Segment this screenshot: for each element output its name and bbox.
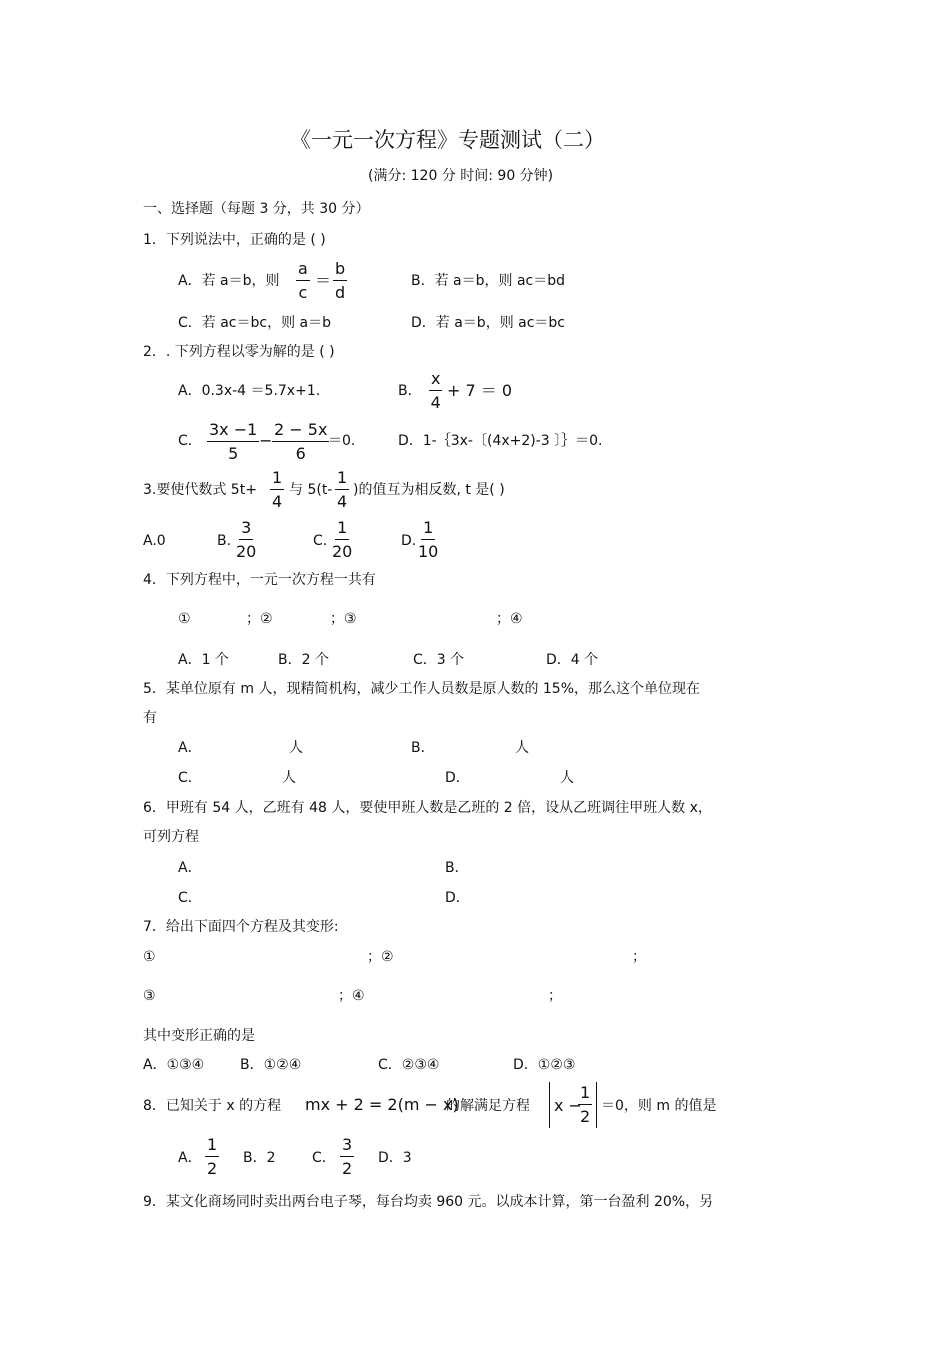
- q7-item-4-end: ；: [548, 988, 562, 1004]
- q2-c-den1: 5: [228, 444, 239, 463]
- q3-option-b-label: B.: [217, 533, 232, 549]
- q8-option-b: B．2: [243, 1150, 276, 1166]
- q1-option-d: D．若 a＝b，则 ac＝bc: [411, 315, 566, 331]
- q8-c-num: 3: [340, 1137, 354, 1157]
- q2-c-minus: −: [259, 431, 273, 450]
- q3-c-num: 1: [335, 520, 349, 540]
- q3-fraction-2: [335, 470, 349, 510]
- q8-abs-x: x −: [554, 1096, 582, 1115]
- q6-option-c: C．: [178, 890, 202, 906]
- q3-b-num: 3: [239, 520, 253, 540]
- q1-a-fraction-2: [333, 261, 347, 301]
- q8-c-den: 2: [342, 1159, 353, 1178]
- q2-b-num: x: [429, 371, 442, 391]
- q1-option-c: C．若 ac＝bc，则 a＝b: [178, 315, 332, 331]
- q1-option-a: A．若 a＝b，则: [178, 273, 280, 289]
- q2-b-fraction: [429, 371, 442, 411]
- q2-c-den2: 6: [295, 444, 306, 463]
- q2-option-d: D．1-｛3x-〔(4x+2)-3 〕｝＝0.: [398, 433, 603, 449]
- q5-stem-line2: 有: [143, 710, 157, 726]
- q8-a-num: 1: [205, 1137, 219, 1157]
- q2-c-num1: 3x −1: [207, 422, 259, 442]
- q4-option-a: A．1 个: [178, 652, 229, 668]
- q3-d-num: 1: [421, 520, 435, 540]
- q6-option-b: B．: [445, 860, 469, 876]
- section-heading: 一、选择题（每题 3 分，共 30 分）: [143, 201, 370, 217]
- q3-c-den: 20: [332, 542, 353, 561]
- q3-den1: 4: [272, 492, 283, 511]
- q6-stem-line2: 可列方程: [143, 829, 199, 845]
- q2-option-a: A．0.3x-4 ＝5.7x+1.: [178, 383, 321, 399]
- q6-option-a: A．: [178, 860, 202, 876]
- q8-abs-num: 1: [578, 1085, 592, 1105]
- q2-c-num2: 2 − 5x: [272, 422, 329, 442]
- q3-stem-start: 3.要使代数式 5t+: [143, 482, 257, 498]
- q2-c-fraction-2: [272, 422, 329, 462]
- q3-option-c-label: C.: [313, 533, 328, 549]
- q8-abs-fraction: [578, 1085, 592, 1125]
- q7-option-c: C．②③④: [378, 1057, 440, 1073]
- q5-option-b-unit: 人: [515, 740, 529, 756]
- q4-item-3: ；③: [330, 611, 357, 627]
- q4-stem: 4．下列方程中，一元一次方程一共有: [143, 572, 376, 588]
- q3-num1: 1: [270, 470, 284, 490]
- q7-item-2-end: ；: [632, 949, 646, 965]
- q7-item-4: ；④: [338, 988, 365, 1004]
- q3-option-d-label: D.: [401, 533, 417, 549]
- q8-stem-mid: 的解满足方程: [446, 1098, 530, 1114]
- q4-option-d: D．4 个: [546, 652, 599, 668]
- q3-d-den: 10: [418, 542, 439, 561]
- q4-option-b: B．2 个: [278, 652, 329, 668]
- q3-num2: 1: [335, 470, 349, 490]
- q2-b-rest: + 7 ＝ 0: [447, 381, 513, 400]
- q3-c-fraction: [332, 520, 352, 560]
- q8-c-fraction: [340, 1137, 354, 1177]
- q5-option-a: A．: [178, 740, 202, 756]
- q3-den2: 4: [337, 492, 348, 511]
- q8-option-c-label: C．: [312, 1150, 336, 1166]
- q7-stem: 7．给出下面四个方程及其变形:: [143, 919, 339, 935]
- q5-stem-line1: 5．某单位原有 m 人，现精简机构，减少工作人员数是原人数的 15%，那么这个单位现在: [143, 681, 701, 697]
- q3-b-fraction: [236, 520, 256, 560]
- q7-question: 其中变形正确的是: [143, 1028, 255, 1044]
- q5-option-d: D．: [445, 770, 470, 786]
- q8-stem-end: ＝0，则 m 的值是: [601, 1098, 717, 1114]
- q7-item-3: ③: [143, 988, 156, 1004]
- q8-option-d: D．3: [378, 1150, 412, 1166]
- q2-b-den: 4: [430, 393, 441, 412]
- q3-d-fraction: [418, 520, 438, 560]
- q2-c-fraction-1: [207, 422, 259, 462]
- q1-stem: 1．下列说法中，正确的是 ( ): [143, 232, 326, 248]
- q1-a-den1: c: [298, 283, 308, 302]
- q8-abs-den: 2: [580, 1107, 591, 1126]
- q5-option-c-unit: 人: [282, 770, 296, 786]
- q5-option-c: C．: [178, 770, 202, 786]
- q1-a-num1: a: [296, 261, 310, 281]
- q1-a-equals: ＝: [315, 271, 332, 290]
- q2-option-b-label: B．: [398, 383, 422, 399]
- q6-option-d: D．: [445, 890, 470, 906]
- q3-fraction-1: [270, 470, 284, 510]
- q1-a-num2: b: [333, 261, 347, 281]
- q8-stem-start: 8．已知关于 x 的方程: [143, 1098, 282, 1114]
- q9-stem-line1: 9．某文化商场同时卖出两台电子琴，每台均卖 960 元。以成本计算，第一台盈利 20%，另: [143, 1194, 714, 1210]
- q3-stem-mid: 与 5(t-: [289, 482, 333, 498]
- q3-option-a: A.0: [143, 533, 166, 549]
- q1-a-den2: d: [335, 283, 346, 302]
- q7-option-a: A．①③④: [143, 1057, 205, 1073]
- q7-option-d: D．①②③: [513, 1057, 576, 1073]
- q1-a-fraction-1: [296, 261, 310, 301]
- q5-option-b: B．: [411, 740, 435, 756]
- q7-item-2: ；②: [367, 949, 394, 965]
- q7-option-b: B．①②④: [240, 1057, 302, 1073]
- q8-a-fraction: [205, 1137, 219, 1177]
- q2-c-rest: ＝0.: [328, 433, 356, 449]
- q8-a-den: 2: [207, 1159, 218, 1178]
- q6-stem-line1: 6．甲班有 54 人，乙班有 48 人，要使甲班人数是乙班的 2 倍，设从乙班调往甲班人数 x，: [143, 800, 712, 816]
- q5-option-a-unit: 人: [289, 740, 303, 756]
- q3-b-den: 20: [236, 542, 257, 561]
- q7-item-1: ①: [143, 949, 156, 965]
- q2-stem: 2．. 下列方程以零为解的是 ( ): [143, 344, 335, 360]
- q4-option-c: C．3 个: [413, 652, 465, 668]
- q4-item-1: ①: [178, 611, 191, 627]
- q3-stem-end: )的值互为相反数, t 是( ): [353, 482, 505, 498]
- q8-equation: mx + 2 = 2(m − x): [305, 1095, 459, 1114]
- page-title: 《一元一次方程》专题测试（二）: [290, 128, 605, 152]
- q2-option-c-label: C．: [178, 433, 202, 449]
- q1-option-b: B．若 a＝b，则 ac＝bd: [411, 273, 566, 289]
- q4-item-2: ；②: [246, 611, 273, 627]
- subtitle: (满分: 120 分 时间: 90 分钟): [368, 168, 554, 184]
- q8-option-a-label: A．: [178, 1150, 202, 1166]
- q5-option-d-unit: 人: [560, 770, 574, 786]
- q4-item-4: ；④: [496, 611, 523, 627]
